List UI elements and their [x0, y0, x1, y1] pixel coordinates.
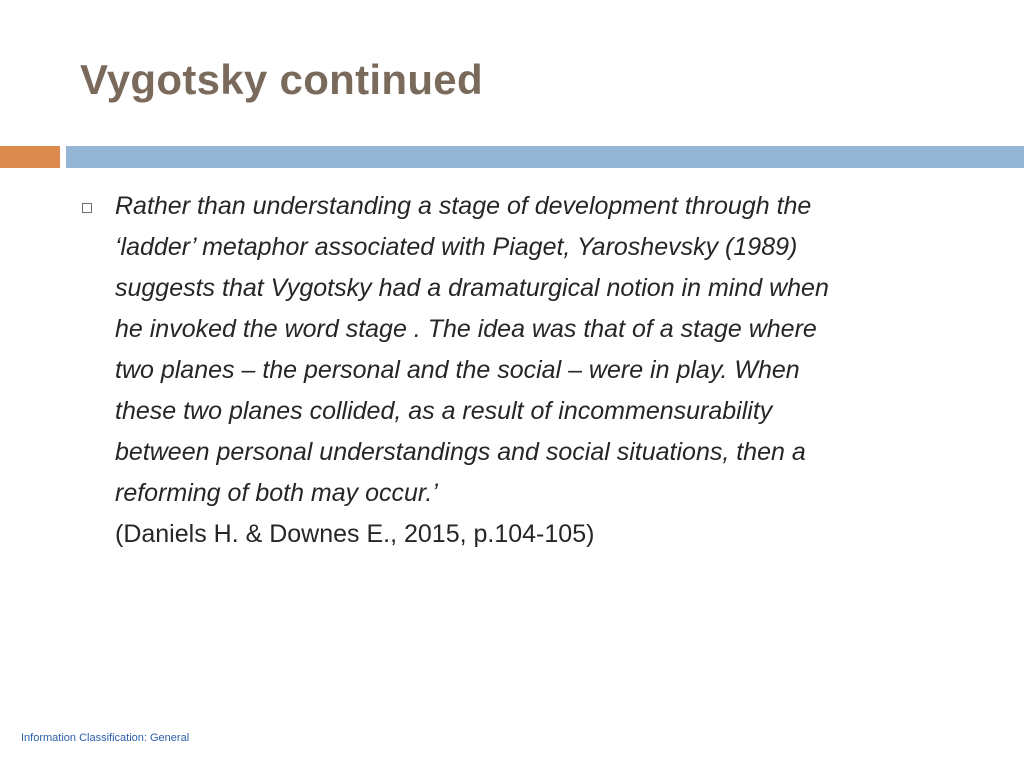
blue-divider-bar	[66, 146, 1024, 168]
orange-accent-bar	[0, 146, 60, 168]
citation: (Daniels H. & Downes E., 2015, p.104-105)	[115, 520, 595, 548]
footer-classification: Information Classification: General	[21, 732, 190, 744]
quote-text: Rather than understanding a stage of development through the ‘ladder’ metaphor associated with Piaget, Yaroshevsky (1989) suggests that Vygotsky had a dramaturgical notion in mind when he invoked the word stage . The idea was that of a stage where two planes – the personal and the social – were in play. When these two planes collided, as a result of incommensurability between personal understandings and social situations, then a reforming of both may occur.’	[115, 192, 829, 507]
square-bullet-icon	[82, 203, 92, 213]
bullet-body	[115, 186, 975, 555]
slide-title: Vygotsky continued	[80, 56, 483, 103]
